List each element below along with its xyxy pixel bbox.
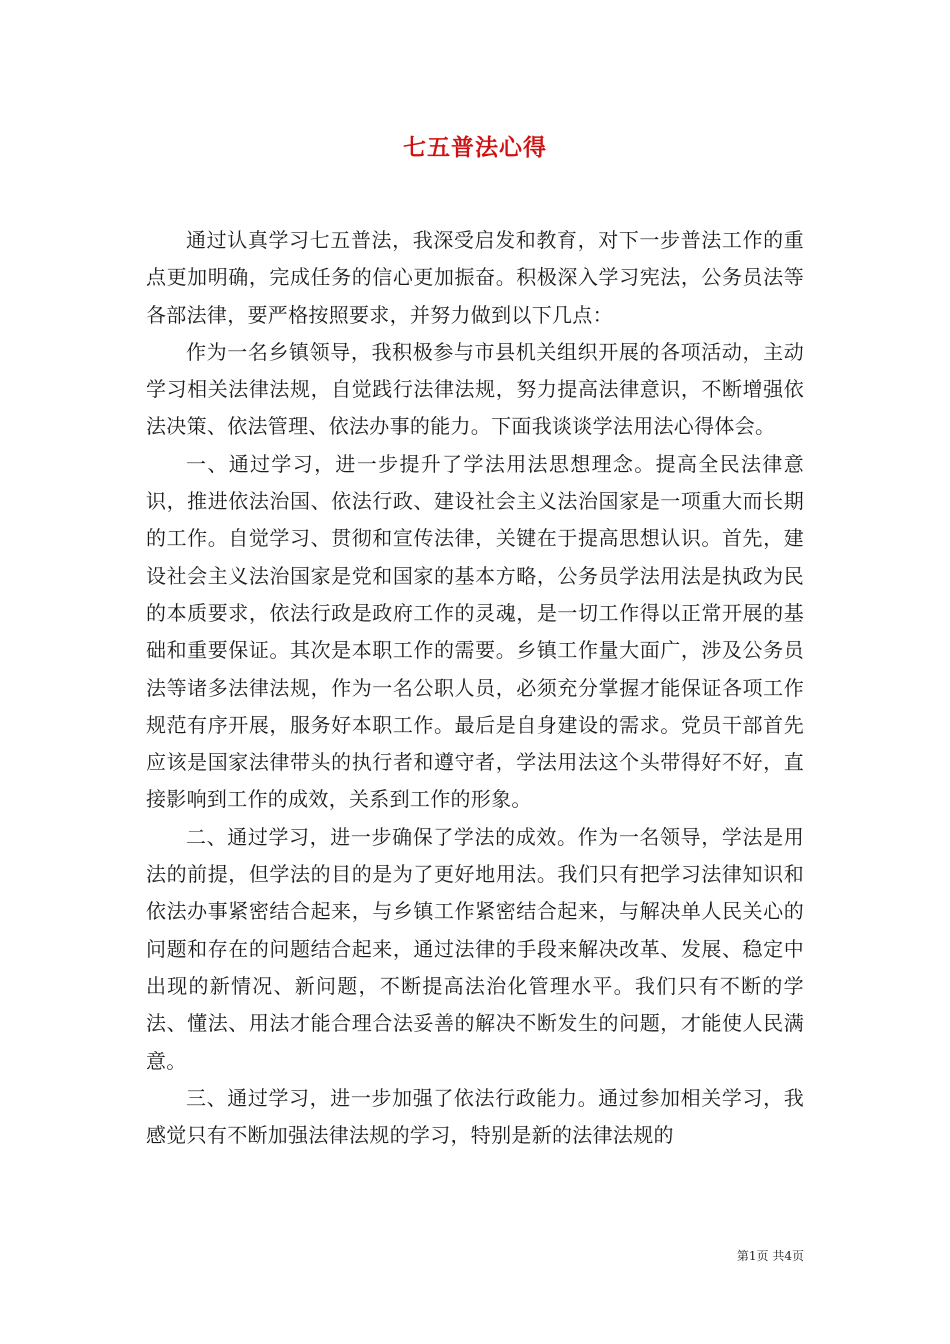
paragraph-role: 作为一名乡镇领导，我积极参与市县机关组织开展的各项活动，主动学习相关法律法规，自觉践行法律法规，努力提高法律意识，不断增强依法决策、依法管理、依法办事的能力。下面我谈谈学法用法心得体会。 <box>146 339 804 439</box>
document-body <box>146 222 804 1154</box>
paragraph-point-one: 一、通过学习，进一步提升了学法用法思想理念。提高全民法律意识，推进依法治国、依法行政、建设社会主义法治国家是一项重大而长期的工作。自觉学习、贯彻和宣传法律，关键在于提高思想认识。首先，建设社会主义法治国家是党和国家的基本方略，公务员学法用法是执政为民的本质要求，依法行政是政府工作的灵魂，是一切工作得以正常开展的基础和重要保证。其次是本职工作的需要。乡镇工作量大面广，涉及公务员法等诸多法律法规，作为一名公职人员，必须充分掌握才能保证各项工作规范有序开展，服务好本职工作。最后是自身建设的需求。党员干部首先应该是国家法律带头的执行者和遵守者，学法用法这个头带得好不好，直接影响到工作的成效，关系到工作的形象。 <box>146 451 804 812</box>
document-title: 七五普法心得 <box>403 134 547 161</box>
paragraph-point-three: 三、通过学习，进一步加强了依法行政能力。通过参加相关学习，我感觉只有不断加强法律法规的学习，特别是新的法律法规的 <box>146 1085 804 1148</box>
paragraph-point-two: 二、通过学习，进一步确保了学法的成效。作为一名领导，学法是用法的前提，但学法的目的是为了更好地用法。我们只有把学习法律知识和依法办事紧密结合起来，与乡镇工作紧密结合起来，与解决单人民关心的问题和存在的问题结合起来，通过法律的手段来解决改革、发展、稳定中出现的新情况、新问题，不断提高法治化管理水平。我们只有不断的学法、懂法、用法才能合理合法妥善的解决不断发生的问题，才能使人民满意。 <box>146 824 804 1073</box>
page-number-footer: 第1页 共4页 <box>736 1249 804 1263</box>
paragraph-intro: 通过认真学习七五普法，我深受启发和教育，对下一步普法工作的重点更加明确，完成任务的信心更加振奋。积极深入学习宪法，公务员法等各部法律，要严格按照要求，并努力做到以下几点： <box>146 228 804 327</box>
